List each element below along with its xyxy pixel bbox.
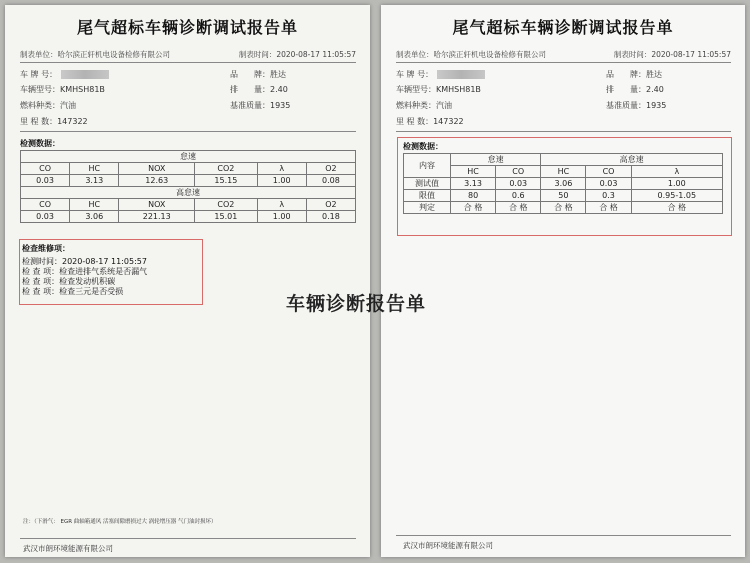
list-item: 检测时间：2020-08-17 11:05:57 bbox=[22, 257, 147, 266]
report-meta bbox=[396, 49, 731, 60]
report-sheet-left bbox=[5, 5, 370, 557]
test-result-table bbox=[403, 153, 723, 214]
footnote: 注：（下滑气： EGR 曲轴箱通风 活塞间隙磨损过大 涡轮增压器 气门油封损坏） bbox=[23, 519, 217, 525]
check-list bbox=[22, 257, 147, 297]
table-row bbox=[404, 154, 723, 166]
divider bbox=[396, 535, 731, 536]
table-row: HC CO HC CO λ bbox=[404, 166, 723, 178]
brand-field: 品 牌：胜达 bbox=[230, 70, 286, 79]
mileage-field: 里 程 数：147322 bbox=[20, 117, 88, 126]
mass-field: 基准质量：1935 bbox=[606, 101, 667, 110]
report-sheet-right bbox=[381, 5, 745, 557]
issuer: 制表单位：哈尔滨正轩机电设备检修有限公司 bbox=[396, 50, 546, 59]
plate-redacted bbox=[61, 70, 109, 79]
issue-time: 制表时间：2020-08-17 11:05:57 bbox=[238, 50, 356, 59]
table-row: 限值 80 0.6 50 0.3 0.95-1.05 bbox=[404, 190, 723, 202]
high-idle-header: 高怠速 bbox=[21, 187, 356, 199]
divider bbox=[396, 62, 731, 63]
emission-table bbox=[20, 150, 356, 223]
divider bbox=[20, 131, 356, 132]
table-row: 0.03 3.13 12.63 15.15 1.00 0.08 bbox=[21, 175, 356, 187]
list-item: 检 查 项：检查发动机积碳 bbox=[22, 277, 116, 286]
issue-time: 制表时间：2020-08-17 11:05:57 bbox=[613, 50, 731, 59]
item-header: 内容 bbox=[404, 154, 451, 178]
list-item: 检 查 项：检查三元是否受损 bbox=[22, 287, 124, 296]
idle-header: 怠速 bbox=[21, 151, 356, 163]
section-title: 检测数据： bbox=[403, 142, 443, 151]
section-title: 检测数据： bbox=[20, 139, 60, 148]
mass-field: 基准质量：1935 bbox=[230, 101, 291, 110]
company-name: 武汉市朗环境能源有限公司 bbox=[403, 541, 493, 550]
high-idle-header: 高怠速 bbox=[541, 154, 723, 166]
table-row: 判定 合 格 合 格 合 格 合 格 合 格 bbox=[404, 202, 723, 214]
fuel-field: 燃料种类：汽油 bbox=[396, 101, 452, 110]
table-row: CO HC NOX CO2 λ O2 bbox=[21, 199, 356, 211]
fuel-field: 燃料种类：汽油 bbox=[20, 101, 76, 110]
model-field: 车辆型号：KMHSH81B bbox=[20, 85, 105, 94]
report-meta bbox=[20, 49, 356, 60]
table-row: 测试值 3.13 0.03 3.06 0.03 1.00 bbox=[404, 178, 723, 190]
table-row: CO HC NOX CO2 λ O2 bbox=[21, 163, 356, 175]
model-field: 车辆型号：KMHSH81B bbox=[396, 85, 481, 94]
issuer: 制表单位：哈尔滨正轩机电设备检修有限公司 bbox=[20, 50, 170, 59]
divider bbox=[396, 131, 731, 132]
idle-header: 怠速 bbox=[451, 154, 541, 166]
plate-field: 车 牌 号： bbox=[396, 69, 485, 80]
plate-field: 车 牌 号： bbox=[20, 69, 109, 80]
plate-redacted bbox=[437, 70, 485, 79]
company-name: 武汉市朗环境能源有限公司 bbox=[23, 544, 113, 553]
check-title: 检查维修项： bbox=[22, 244, 70, 253]
report-title: 尾气超标车辆诊断调试报告单 bbox=[76, 18, 298, 37]
list-item: 检 查 项：检查进排气系统是否漏气 bbox=[22, 267, 148, 276]
mileage-field: 里 程 数：147322 bbox=[396, 117, 464, 126]
displacement-field: 排 量：2.40 bbox=[606, 85, 664, 94]
brand-field: 品 牌：胜达 bbox=[606, 70, 662, 79]
table-row: 0.03 3.06 221.13 15.01 1.00 0.18 bbox=[21, 211, 356, 223]
report-title: 尾气超标车辆诊断调试报告单 bbox=[452, 18, 674, 37]
divider bbox=[20, 62, 356, 63]
overlay-caption: 车辆诊断报告单 bbox=[286, 293, 427, 315]
divider bbox=[20, 538, 356, 539]
displacement-field: 排 量：2.40 bbox=[230, 85, 288, 94]
